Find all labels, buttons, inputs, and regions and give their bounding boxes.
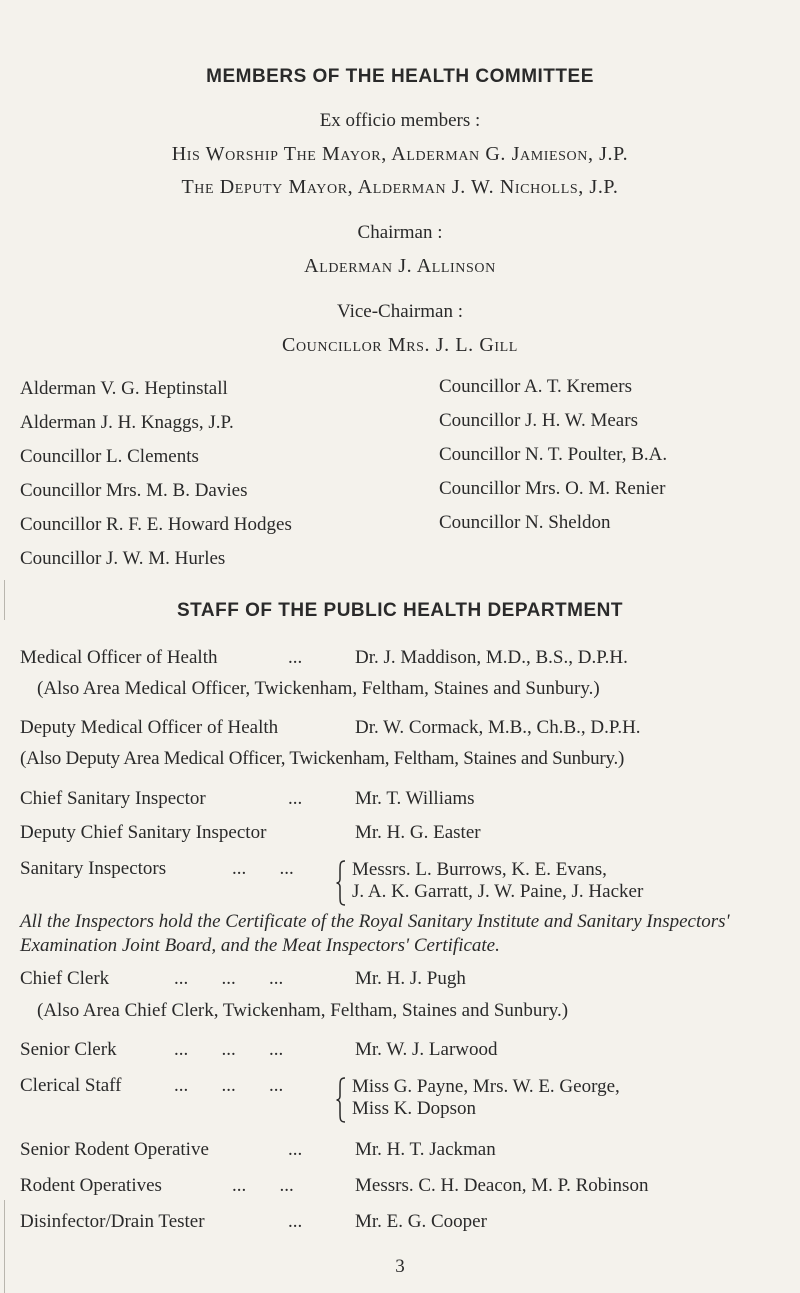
- committee-member: Councillor N. T. Poulter, B.A.: [439, 444, 668, 465]
- leader-dots: ...: [288, 647, 303, 668]
- staff-name: Mr. H. J. Pugh: [355, 968, 466, 989]
- leader-dots: ... ... ...: [174, 968, 284, 989]
- staff-name: Mr. E. G. Cooper: [355, 1211, 487, 1232]
- leader-dots: ... ...: [232, 858, 294, 879]
- staff-role: Medical Officer of Health: [20, 647, 218, 668]
- staff-role: Sanitary Inspectors: [20, 858, 167, 879]
- staff-name: Dr. W. Cormack, M.B., Ch.B., D.P.H.: [355, 717, 641, 738]
- leader-dots: ... ... ...: [174, 1075, 284, 1096]
- staff-name: Dr. J. Maddison, M.D., B.S., D.P.H.: [355, 647, 628, 668]
- ex-officio-member: The Deputy Mayor, Alderman J. W. Nicholls, J.P.: [181, 176, 619, 198]
- staff-row-rodent-ops: [0, 1175, 800, 1201]
- staff-name: Mr. H. T. Jackman: [355, 1139, 496, 1160]
- brace-icon: [336, 1077, 346, 1123]
- inspector-names-line: J. A. K. Garratt, J. W. Paine, J. Hacker: [352, 881, 644, 902]
- staff-row-senior-rodent: [0, 1139, 800, 1165]
- chief-clerk-note: (Also Area Chief Clerk, Twickenham, Feltham, Staines and Sunbury.): [37, 1000, 569, 1021]
- committee-member: Councillor J. H. W. Mears: [439, 410, 638, 431]
- leader-dots: ...: [288, 788, 303, 809]
- staff-role: Disinfector/Drain Tester: [20, 1211, 205, 1232]
- leader-dots: ...: [288, 1139, 303, 1160]
- ex-officio-member: His Worship The Mayor, Alderman G. Jamieson, J.P.: [171, 143, 629, 165]
- page-number: 3: [395, 1256, 405, 1277]
- committee-heading: MEMBERS OF THE HEALTH COMMITTEE: [206, 66, 594, 87]
- vice-chairman-name: Councillor Mrs. J. L. Gill: [282, 334, 518, 356]
- staff-role: Rodent Operatives: [20, 1175, 162, 1196]
- chairman-label: Chairman :: [357, 222, 443, 243]
- committee-member: Councillor L. Clements: [20, 446, 199, 467]
- moh-note: (Also Area Medical Officer, Twickenham, Feltham, Staines and Sunbury.): [37, 678, 600, 699]
- staff-heading: STAFF OF THE PUBLIC HEALTH DEPARTMENT: [177, 600, 623, 621]
- staff-role: Chief Clerk: [20, 968, 110, 989]
- committee-member: Councillor Mrs. M. B. Davies: [20, 480, 248, 501]
- clerical-names-line: Miss K. Dopson: [352, 1098, 477, 1119]
- clerical-names-line: Miss G. Payne, Mrs. W. E. George,: [352, 1076, 620, 1097]
- staff-role: Senior Rodent Operative: [20, 1139, 209, 1160]
- staff-row-senior-clerk: [0, 1039, 800, 1065]
- ex-officio-label: Ex officio members :: [319, 110, 481, 131]
- clerical-names: [352, 1076, 620, 1120]
- leader-dots: ... ... ...: [174, 1039, 284, 1060]
- staff-row-chief-clerk: [0, 968, 800, 994]
- committee-member: Councillor J. W. M. Hurles: [20, 548, 226, 569]
- brace-icon: [336, 860, 346, 906]
- staff-row-deputy-chief-si: [0, 822, 800, 848]
- committee-member: Alderman J. H. Knaggs, J.P.: [20, 412, 234, 433]
- staff-row-moh: [0, 647, 800, 673]
- inspectors-certificate-note: All the Inspectors hold the Certificate of the Royal Sanitary Institute and Sanitary Inspectors' Examination Joint Board, and the Meat Inspectors' Certificate.: [20, 911, 730, 956]
- leader-dots: ... ...: [232, 1175, 294, 1196]
- staff-row-deputy-moh: [0, 717, 800, 743]
- staff-row-disinfector: [0, 1211, 800, 1237]
- deputy-moh-note: (Also Deputy Area Medical Officer, Twickenham, Feltham, Staines and Sunbury.): [20, 748, 625, 769]
- committee-member: Councillor R. F. E. Howard Hodges: [20, 514, 292, 535]
- committee-member: Alderman V. G. Heptinstall: [20, 378, 228, 399]
- staff-row-chief-si: [0, 788, 800, 814]
- staff-role: Chief Sanitary Inspector: [20, 788, 206, 809]
- staff-role: Deputy Chief Sanitary Inspector: [20, 822, 267, 843]
- staff-name: Mr. H. G. Easter: [355, 822, 481, 843]
- committee-member: Councillor N. Sheldon: [439, 512, 611, 533]
- leader-dots: ...: [288, 1211, 303, 1232]
- inspector-names: [352, 859, 643, 903]
- staff-name: Messrs. C. H. Deacon, M. P. Robinson: [355, 1175, 649, 1196]
- inspector-names-line: Messrs. L. Burrows, K. E. Evans,: [352, 859, 607, 880]
- vice-chairman-label: Vice-Chairman :: [336, 301, 463, 322]
- staff-name: Mr. W. J. Larwood: [355, 1039, 498, 1060]
- staff-role: Clerical Staff: [20, 1075, 122, 1096]
- staff-role: Senior Clerk: [20, 1039, 117, 1060]
- committee-member: Councillor A. T. Kremers: [439, 376, 632, 397]
- staff-name: Mr. T. Williams: [355, 788, 475, 809]
- staff-role: Deputy Medical Officer of Health: [20, 717, 279, 738]
- chairman-name: Alderman J. Allinson: [304, 255, 496, 277]
- committee-member: Councillor Mrs. O. M. Renier: [439, 478, 666, 499]
